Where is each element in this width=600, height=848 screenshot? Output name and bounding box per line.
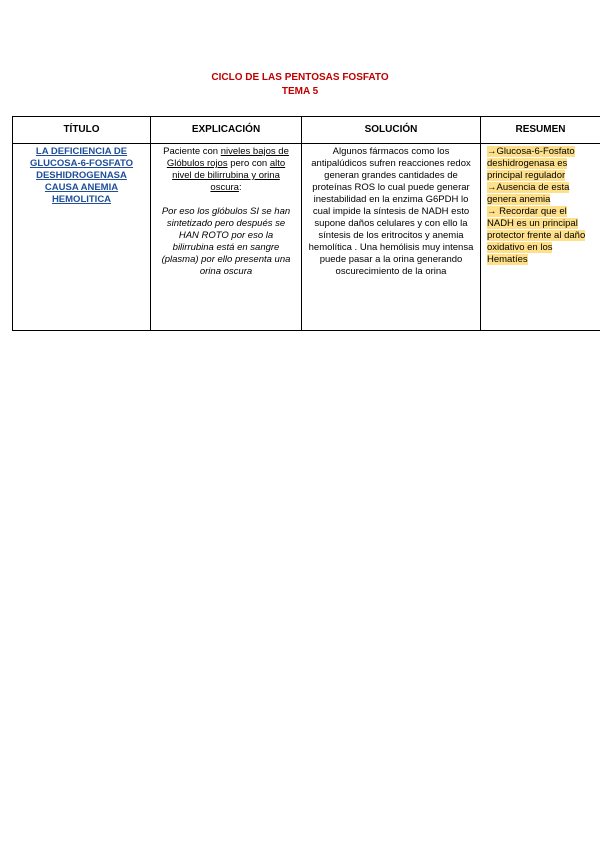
cell-solucion	[302, 144, 481, 331]
explanation-underlined-text: niveles bajos de Glóbulos rojos	[166, 146, 289, 169]
column-header-explicacion: EXPLICACIÓN	[151, 117, 302, 144]
solution-text: Algunos fármacos como los antipalúdicos sufren reacciones redox generan grandes cantidades de proteínas ROS lo cual puede generar inestabilidad en la enzima G6PDH lo cual impide la síntesis de NADH esto supone daños celulares y con ello la síntesis de los eritrocitos y anemia hemolítica . Una hemólisis muy intensa puede pasar a la orina generando oscurecimiento de la orina	[308, 146, 474, 277]
table-header-row	[13, 117, 600, 144]
column-header-resumen: RESUMEN	[481, 117, 600, 144]
explanation-text: :	[238, 182, 242, 193]
explanation-paragraph	[157, 146, 295, 194]
summary-table	[12, 116, 600, 331]
summary-item	[487, 146, 594, 182]
explanation-note: Por eso los glóbulos SI se han sintetizado pero después se HAN ROTO por eso la bilirrubina está en sangre (plasma) por ello presenta una orina oscura	[161, 206, 291, 277]
topic-link[interactable]: LA DEFICIENCIA DE GLUCOSA-6-FOSFATO DESHIDROGENASA CAUSA ANEMIA HEMOLITICA	[29, 146, 134, 205]
summary-item-text: →Ausencia de esta genera anemia	[487, 182, 570, 205]
explanation-underlined-text: alto nivel de bilirrubina y orina oscura	[172, 158, 286, 193]
cell-titulo	[13, 144, 151, 331]
cell-explicacion	[151, 144, 302, 331]
explanation-text: Paciente con	[163, 146, 221, 157]
explanation-text: pero con	[227, 158, 270, 169]
summary-item-text: → Recordar que el NADH es un principal protector frente al daño oxidativo en los Hematíes	[487, 206, 586, 265]
table-row	[13, 144, 600, 331]
column-header-solucion: SOLUCIÓN	[302, 117, 481, 144]
summary-item-text: →Glucosa-6-Fosfato deshidrogenasa es principal regulador	[487, 146, 575, 181]
document-title: CICLO DE LAS PENTOSAS FOSFATO	[211, 72, 389, 83]
summary-item	[487, 182, 594, 206]
summary-list	[487, 146, 594, 266]
document-subtitle: TEMA 5	[281, 86, 319, 97]
cell-resumen	[481, 144, 600, 331]
summary-item	[487, 206, 594, 266]
column-header-titulo: TÍTULO	[13, 117, 151, 144]
